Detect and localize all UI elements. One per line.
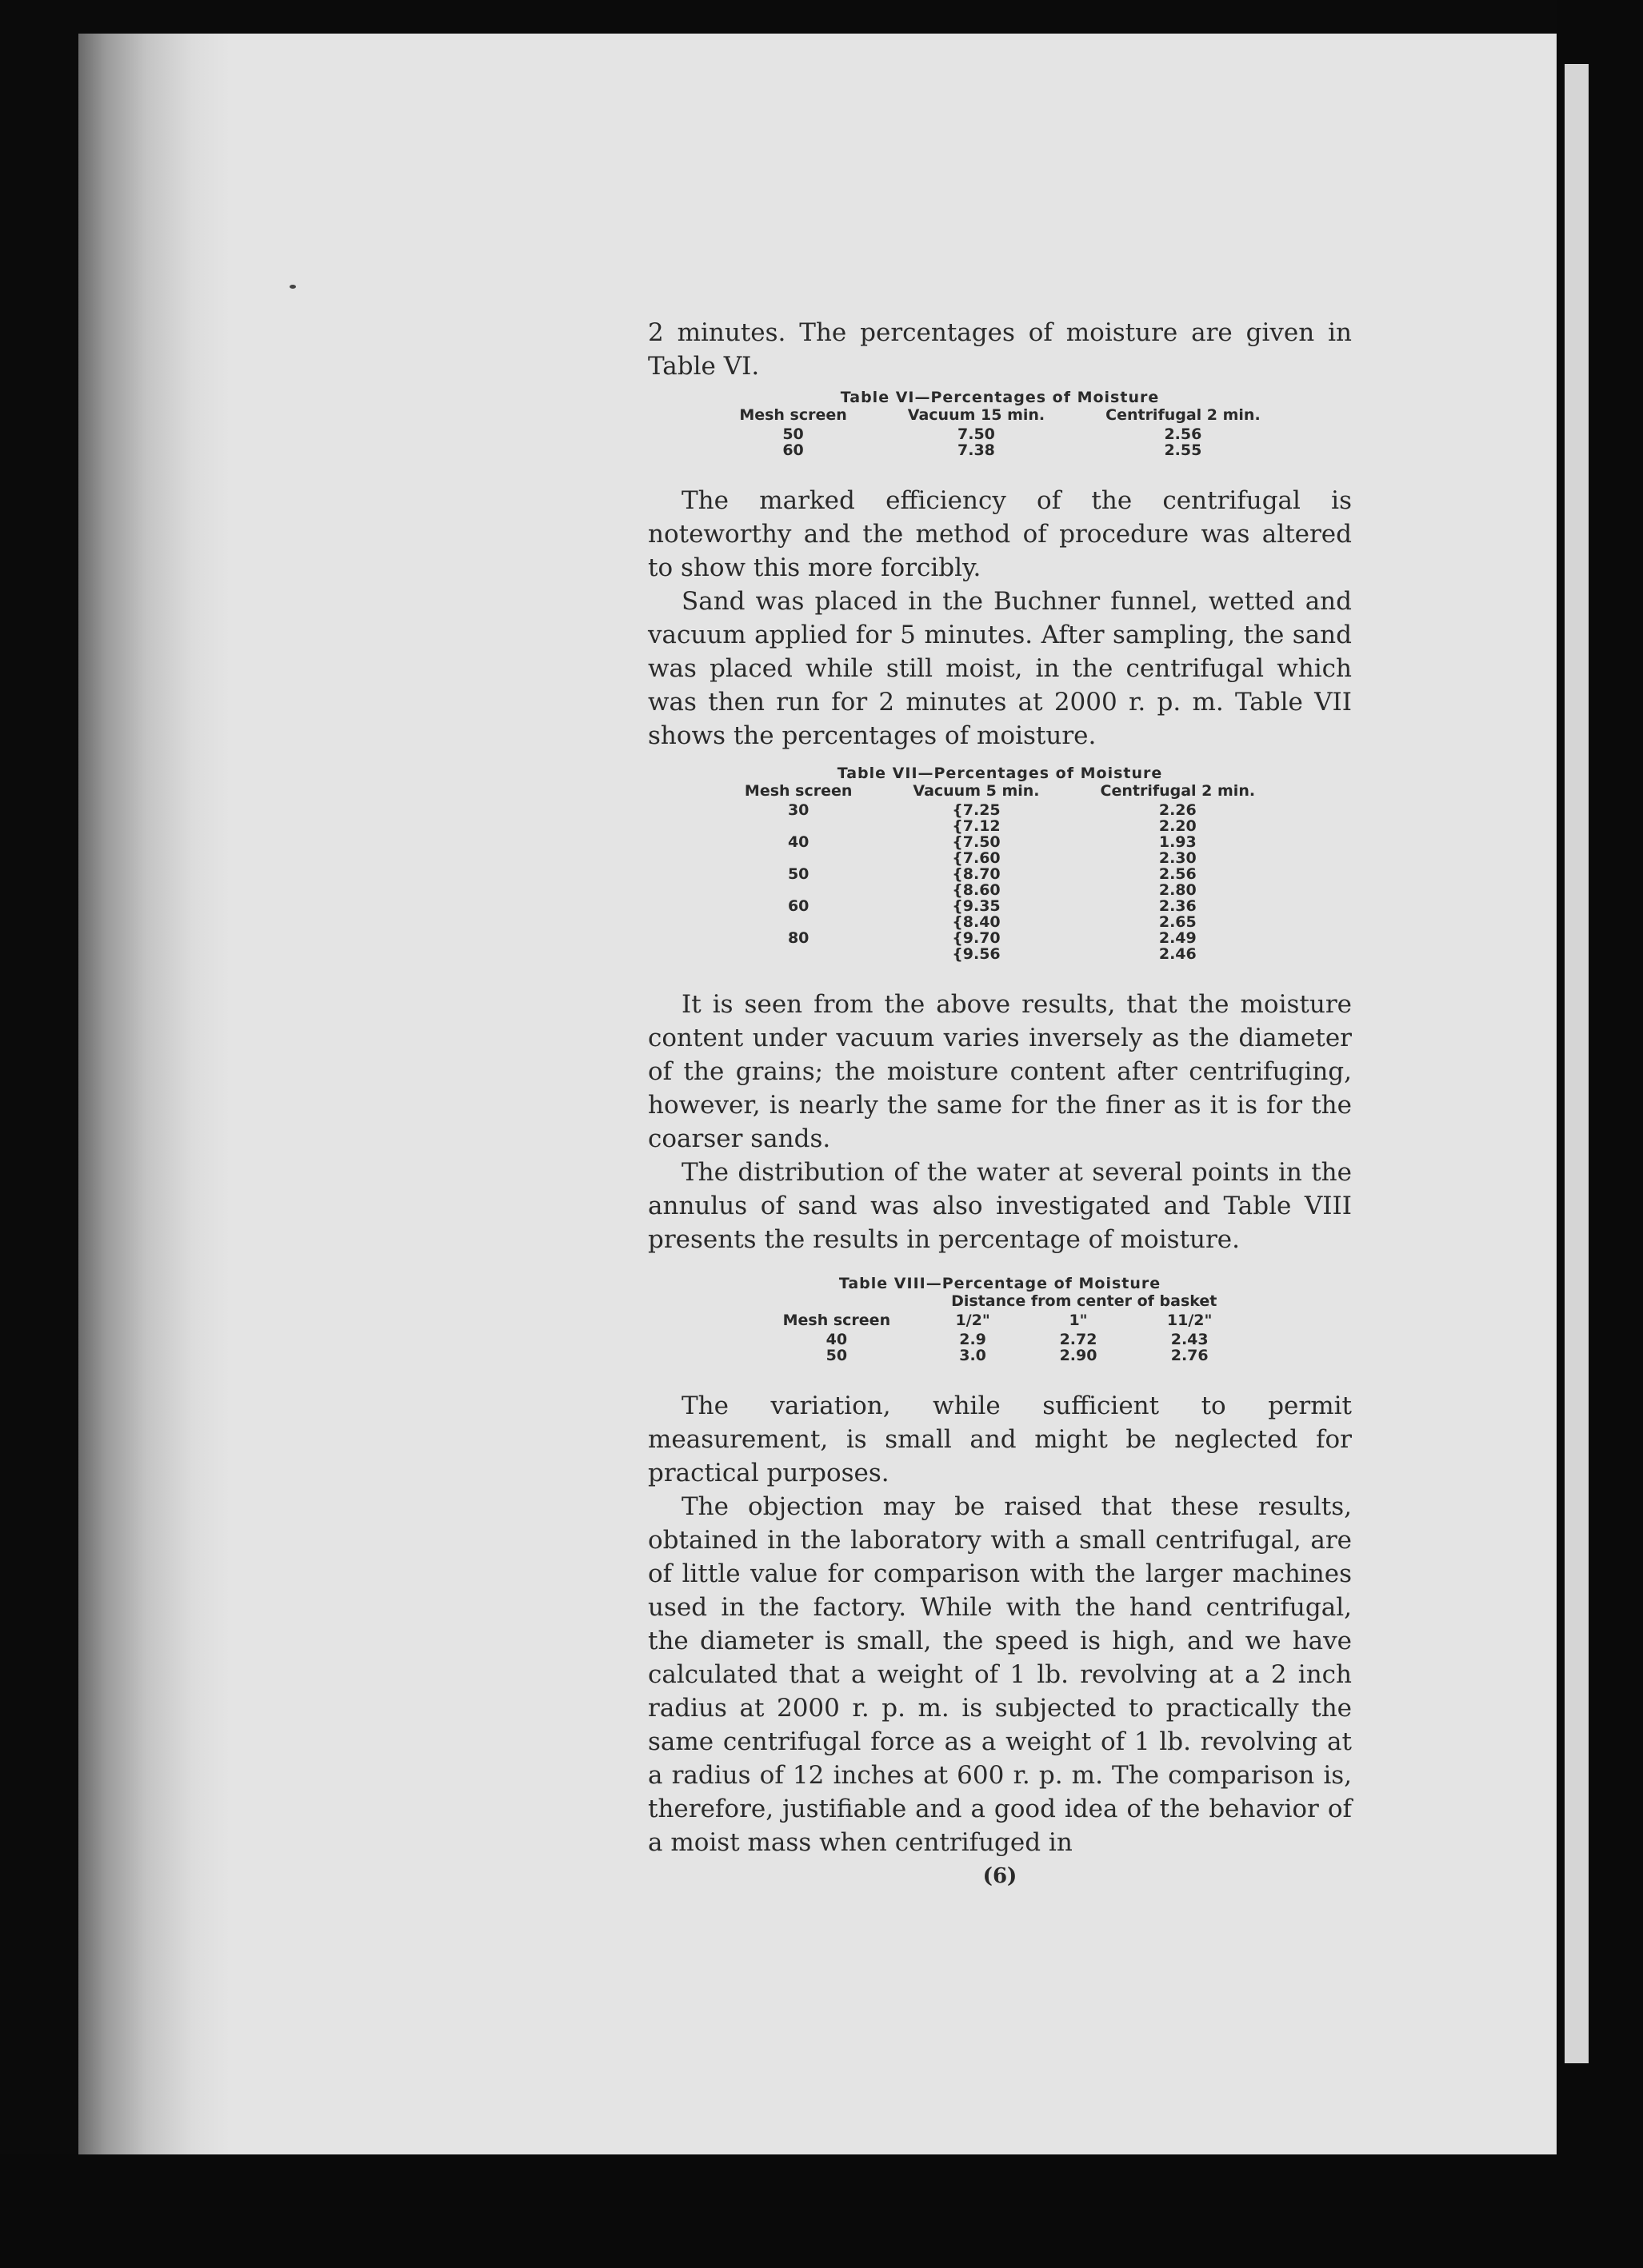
table-header-row xyxy=(714,783,1285,802)
table-cell: 30 xyxy=(787,801,810,819)
empty-header xyxy=(753,1293,921,1312)
table-cell: {7.50 xyxy=(952,833,1001,851)
table-cell: 60 xyxy=(782,441,804,459)
table-row xyxy=(753,1332,1248,1348)
table-cell: 50 xyxy=(782,425,804,443)
table-cell xyxy=(714,850,882,866)
table-cell: 7.50 xyxy=(957,425,995,443)
table-cell: 2.80 xyxy=(1158,881,1197,899)
table-cell: 2.30 xyxy=(1158,849,1197,867)
column-header: Centrifugal 2 min. xyxy=(1100,782,1256,800)
paragraph: The variation, while sufficient to permit measurement, is small and might be neglected for practical purposes. xyxy=(648,1392,1352,1487)
table-row xyxy=(714,882,1285,898)
table-cell: 80 xyxy=(787,929,810,947)
table-cell: 2.9 xyxy=(959,1331,986,1348)
table-cell: 2.43 xyxy=(1170,1331,1209,1348)
table-row xyxy=(714,834,1285,850)
table-cell: 2.65 xyxy=(1158,913,1197,931)
table-row xyxy=(714,930,1285,946)
table-cell: 3.0 xyxy=(959,1347,986,1364)
table-row xyxy=(714,802,1285,818)
data-table xyxy=(753,1293,1248,1364)
table-cell: 2.36 xyxy=(1158,897,1197,915)
column-header: Vacuum 15 min. xyxy=(907,406,1045,424)
table-title: Table VII—Percentages of Moisture xyxy=(837,765,1163,782)
table-cell xyxy=(714,882,882,898)
table-viii xyxy=(648,1274,1352,1364)
paragraph: The distribution of the water at several points in the annulus of sand was also investigated and Table VIII presents the results in percentage of moisture. xyxy=(648,1158,1352,1254)
facing-page-edge xyxy=(1565,64,1589,2063)
table-vii xyxy=(648,764,1352,962)
table-cell: {9.35 xyxy=(952,897,1001,915)
table-cell: 50 xyxy=(787,865,810,883)
table-row xyxy=(714,866,1285,882)
table-row xyxy=(714,946,1285,962)
column-header: Mesh screen xyxy=(782,1312,891,1329)
table-cell: {8.40 xyxy=(952,913,1001,931)
table-cell: 2.90 xyxy=(1059,1347,1097,1364)
table-row xyxy=(714,898,1285,914)
table-cell: 2.55 xyxy=(1164,441,1202,459)
table-cell: 2.72 xyxy=(1059,1331,1097,1348)
column-header: 1/2" xyxy=(955,1312,990,1329)
scan-border-bottom xyxy=(0,2154,1643,2268)
page-text xyxy=(648,316,1352,1893)
table-cell: 40 xyxy=(825,1331,848,1348)
table-cell: {9.56 xyxy=(952,945,1001,963)
column-header: Vacuum 5 min. xyxy=(913,782,1040,800)
table-row xyxy=(714,850,1285,866)
table-cell xyxy=(714,818,882,834)
table-cell: 7.38 xyxy=(957,441,995,459)
table-vi xyxy=(648,388,1352,458)
table-group-header-row xyxy=(753,1293,1248,1312)
column-header: 1" xyxy=(1069,1312,1088,1329)
binding-shadow xyxy=(78,34,230,2154)
table-cell: 2.49 xyxy=(1158,929,1197,947)
table-cell: 2.76 xyxy=(1170,1347,1209,1364)
paragraph: It is seen from the above results, that the moisture content under vacuum varies inversely as the diameter of the grains; the moisture content after centrifuging, however, is nearly the same for the finer as it is for the coarser sands. xyxy=(648,990,1352,1153)
paragraph: The marked efficiency of the centrifugal is noteworthy and the method of procedure was altered to show this more forcibly. xyxy=(648,486,1352,582)
table-cell: {7.25 xyxy=(952,801,1001,819)
table-cell: {8.60 xyxy=(952,881,1001,899)
table-cell: 50 xyxy=(825,1347,848,1364)
table-cell: 2.46 xyxy=(1158,945,1197,963)
dust-speck xyxy=(290,285,296,289)
table-cell: 40 xyxy=(787,833,810,851)
table-cell: {9.70 xyxy=(952,929,1001,947)
column-header: Centrifugal 2 min. xyxy=(1105,406,1261,424)
table-cell: {7.12 xyxy=(952,817,1001,835)
paragraph: Sand was placed in the Buchner funnel, wetted and vacuum applied for 5 minutes. After sampling, the sand was placed while still moist, in the centrifugal which was then run for 2 minutes at 2000 r. p. m. Table VII shows the percentages of moisture. xyxy=(648,587,1352,750)
table-cell xyxy=(714,914,882,930)
table-cell: 2.26 xyxy=(1158,801,1197,819)
column-header: 11/2" xyxy=(1166,1312,1213,1329)
table-header-row xyxy=(709,407,1290,426)
data-table xyxy=(714,783,1285,962)
table-title: Table VI—Percentages of Moisture xyxy=(840,389,1160,406)
table-cell: 2.20 xyxy=(1158,817,1197,835)
paragraph: 2 minutes. The percentages of moisture are given in Table VI. xyxy=(648,318,1352,381)
table-cell: 2.56 xyxy=(1164,425,1202,443)
table-row xyxy=(714,818,1285,834)
data-table xyxy=(709,407,1290,458)
table-row xyxy=(709,426,1290,442)
table-cell: {7.60 xyxy=(952,849,1001,867)
page-number: (6) xyxy=(982,1864,1017,1888)
paragraph: The objection may be raised that these results, obtained in the laboratory with a small centrifugal, are of little value for comparison with the larger machines used in the factory. While with the hand centrifugal, the diameter is small, the speed is high, and we have calculated that a weight of 1 lb. revolving at a 2 inch radius at 2000 r. p. m. is subjected to practically the same centrifugal force as a weight of 1 lb. revolving at a radius of 12 inches at 600 r. p. m. The comparison is, therefore, justifiable and a good idea of the behavior of a moist mass when centrifuged in xyxy=(648,1492,1352,1857)
table-cell: 1.93 xyxy=(1158,833,1197,851)
table-cell xyxy=(714,946,882,962)
column-header: Mesh screen xyxy=(744,782,853,800)
table-cell: 60 xyxy=(787,897,810,915)
table-row xyxy=(714,914,1285,930)
table-cell: {8.70 xyxy=(952,865,1001,883)
table-row xyxy=(709,442,1290,458)
table-title: Table VIII—Percentage of Moisture xyxy=(838,1275,1161,1292)
table-header-row xyxy=(753,1312,1248,1332)
table-row xyxy=(753,1348,1248,1364)
group-header: Distance from center of basket xyxy=(951,1292,1217,1310)
table-cell: 2.56 xyxy=(1158,865,1197,883)
column-header: Mesh screen xyxy=(739,406,847,424)
